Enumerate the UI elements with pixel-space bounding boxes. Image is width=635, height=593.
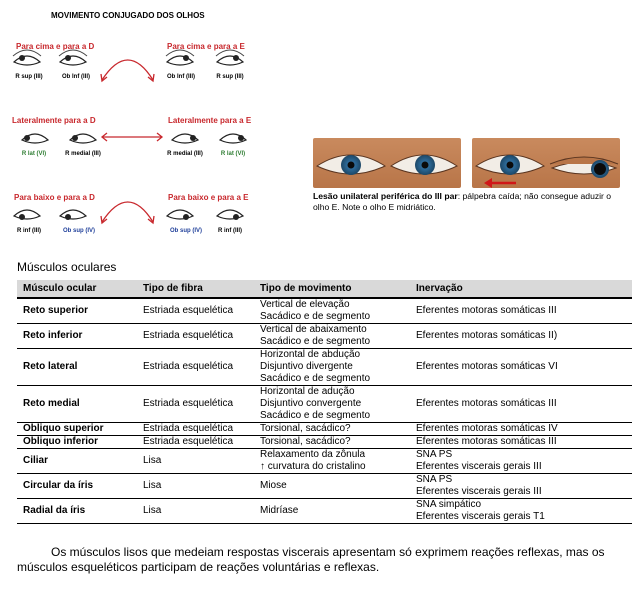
movement-line: Midríase <box>260 505 299 516</box>
muscle-label: Ob Inf (III) <box>167 74 195 80</box>
muscle-label: Ob sup (IV) <box>170 228 202 234</box>
table-row <box>17 324 632 349</box>
cell-movement <box>254 386 410 423</box>
muscle-label: R medial (III) <box>65 151 101 157</box>
cell-movement <box>254 423 410 436</box>
muscle-label: Ob sup (IV) <box>63 228 95 234</box>
cell-muscle: Circular da íris <box>17 474 137 499</box>
cell-innervation <box>410 499 632 524</box>
table-row <box>17 386 632 423</box>
movement-line: ↑ curvatura do cristalino <box>260 461 366 472</box>
photo-normal-eyes <box>313 138 461 188</box>
muscle-label: R lat (VI) <box>220 151 246 157</box>
eye-icon-r2-3 <box>172 134 198 143</box>
eye-icon-r1-2 <box>59 50 87 65</box>
muscle-label: Ob Inf (III) <box>62 74 90 80</box>
cell-movement <box>254 449 410 474</box>
eye-icon-r2-4 <box>220 134 246 143</box>
header-movement: Tipo de movimento <box>254 280 410 298</box>
movement-line: Miose <box>260 480 287 491</box>
muscle-label: R sup (III) <box>216 74 244 80</box>
eye-icon-r1-3 <box>166 50 194 65</box>
innervation-line: Eferentes motoras somáticas III <box>416 436 557 447</box>
cell-fiber: Lisa <box>137 474 254 499</box>
eye-diagram <box>0 0 300 250</box>
eye-icon-r3-3 <box>167 210 193 220</box>
section-title: Músculos oculares <box>17 260 117 274</box>
table-row <box>17 449 632 474</box>
caption-text: : pálpebra caída; não consegue aduzir o olho E. Note o olho E midriático. <box>313 191 612 212</box>
cell-innervation <box>410 423 632 436</box>
cell-innervation <box>410 349 632 386</box>
movement-line: Disjuntivo convergente <box>260 398 362 409</box>
innervation-line: SNA PS <box>416 449 453 460</box>
movement-line: Vertical de elevação <box>260 299 350 310</box>
caption-bold: Lesão unilateral periférica do III par <box>313 191 458 201</box>
cell-movement <box>254 298 410 324</box>
arrow-upward-arc <box>102 60 153 80</box>
cell-muscle: Reto medial <box>17 386 137 423</box>
cell-innervation <box>410 449 632 474</box>
table-row <box>17 474 632 499</box>
movement-line: Horizontal de adução <box>260 386 355 397</box>
muscle-label: R inf (III) <box>17 228 41 234</box>
cell-movement <box>254 324 410 349</box>
cell-innervation <box>410 474 632 499</box>
header-muscle: Músculo ocular <box>17 280 137 298</box>
cell-fiber: Estriada esquelética <box>137 324 254 349</box>
cell-fiber: Estriada esquelética <box>137 386 254 423</box>
cell-fiber: Lisa <box>137 499 254 524</box>
header-fiber: Tipo de fibra <box>137 280 254 298</box>
innervation-line: Eferentes motoras somáticas VI <box>416 361 558 372</box>
cell-fiber: Lisa <box>137 449 254 474</box>
body-paragraph <box>17 545 629 575</box>
cell-fiber: Estriada esquelética <box>137 349 254 386</box>
table-row <box>17 436 632 449</box>
cell-muscle: Obliquo inferior <box>17 436 137 449</box>
movement-line: Torsional, sacádico? <box>260 423 351 434</box>
innervation-line: Eferentes motoras somáticas III <box>416 398 557 409</box>
movement-line: Vertical de abaixamento <box>260 324 367 335</box>
photo-lesion-eyes <box>472 138 620 188</box>
direction-label-lateral-right: Lateralmente para a D <box>12 116 96 125</box>
cell-muscle: Obliquo superior <box>17 423 137 436</box>
table-header-row <box>17 280 632 298</box>
innervation-line: Eferentes viscerais gerais III <box>416 486 542 497</box>
cell-muscle: Reto superior <box>17 298 137 324</box>
eye-icon-r2-2 <box>70 134 96 143</box>
cell-fiber: Estriada esquelética <box>137 298 254 324</box>
movement-line: Horizontal de abdução <box>260 349 361 360</box>
innervation-line: SNA simpático <box>416 499 482 510</box>
cell-muscle: Reto lateral <box>17 349 137 386</box>
muscle-label: R inf (III) <box>218 228 242 234</box>
movement-line: Sacádico e de segmento <box>260 336 371 347</box>
innervation-line: Eferentes viscerais gerais III <box>416 461 542 472</box>
innervation-line: SNA PS <box>416 474 453 485</box>
eye-icon-r2-1 <box>22 134 48 143</box>
paragraph-text: Os músculos lisos que medeiam respostas viscerais apresentam só exprimem reações reflexas, mas os músculos esqueléticos participam de reações voluntárias e reflexas. <box>17 545 605 574</box>
cell-movement <box>254 499 410 524</box>
innervation-line: Eferentes motoras somáticas IV <box>416 423 558 434</box>
eye-icon-r1-1 <box>13 50 41 65</box>
table-row <box>17 423 632 436</box>
direction-label-up-right: Para cima e para a D <box>16 42 95 51</box>
direction-label-down-right: Para baixo e para a D <box>14 193 95 202</box>
cell-movement <box>254 474 410 499</box>
table-row <box>17 349 632 386</box>
cell-innervation <box>410 436 632 449</box>
innervation-line: Eferentes viscerais gerais T1 <box>416 511 545 522</box>
innervation-line: Eferentes motoras somáticas II) <box>416 330 558 341</box>
figure-title: MOVIMENTO CONJUGADO DOS OLHOS <box>51 11 205 20</box>
movement-line: Sacádico e de segmento <box>260 373 371 384</box>
cell-muscle: Radial da íris <box>17 499 137 524</box>
cell-fiber: Estriada esquelética <box>137 436 254 449</box>
cell-innervation <box>410 298 632 324</box>
movement-line: Torsional, sacádico? <box>260 436 351 447</box>
direction-label-down-left: Para baixo e para a E <box>168 193 249 202</box>
muscle-label: R sup (III) <box>15 74 43 80</box>
movement-line: Sacádico e de segmento <box>260 410 371 421</box>
movement-line: Relaxamento da zônula <box>260 449 366 460</box>
eye-icon-r3-1 <box>14 210 40 220</box>
cell-muscle: Ciliar <box>17 449 137 474</box>
header-innervation: Inervação <box>410 280 632 298</box>
eye-icon-r3-4 <box>217 210 243 220</box>
table-row <box>17 298 632 324</box>
eye-icon-r1-4 <box>216 50 244 65</box>
cell-innervation <box>410 324 632 349</box>
eye-icon-r3-2 <box>60 210 86 220</box>
photo-caption <box>313 191 623 213</box>
arrow-downward-arc <box>102 202 153 222</box>
cell-movement <box>254 436 410 449</box>
cell-muscle: Reto inferior <box>17 324 137 349</box>
movement-line: Disjuntivo divergente <box>260 361 353 372</box>
direction-label-up-left: Para cima e para a E <box>167 42 245 51</box>
table-row <box>17 499 632 524</box>
movement-line: Sacádico e de segmento <box>260 311 371 322</box>
cell-innervation <box>410 386 632 423</box>
muscle-label: R medial (III) <box>167 151 203 157</box>
muscle-label: R lat (VI) <box>21 151 47 157</box>
cell-fiber: Estriada esquelética <box>137 423 254 436</box>
cell-movement <box>254 349 410 386</box>
muscles-table <box>17 280 632 524</box>
innervation-line: Eferentes motoras somáticas III <box>416 305 557 316</box>
direction-label-lateral-left: Lateralmente para a E <box>168 116 252 125</box>
